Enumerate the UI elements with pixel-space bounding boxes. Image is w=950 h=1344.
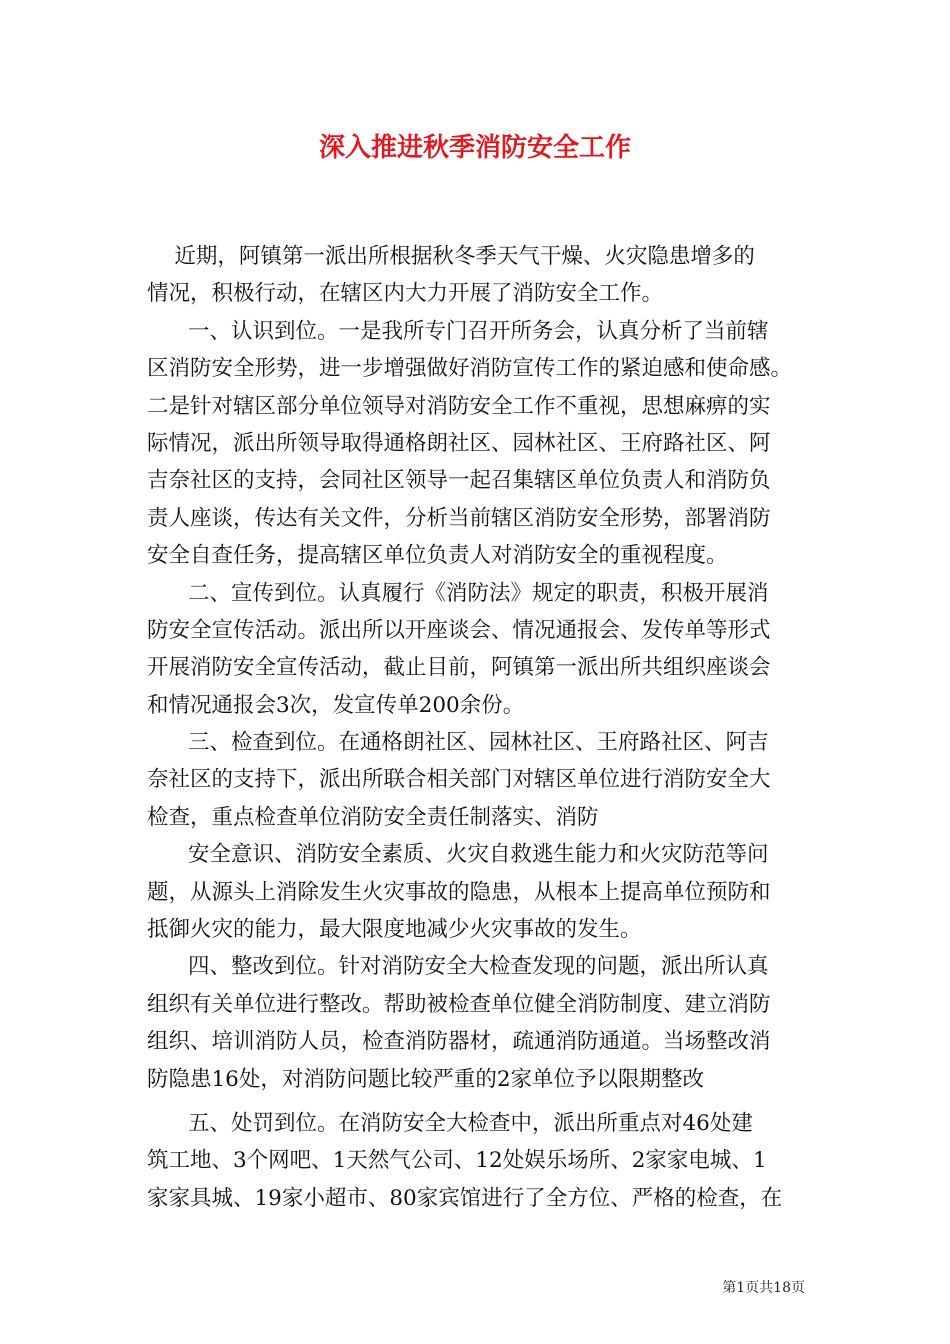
paragraph-section-5-line: 五、处罚到位。在消防安全大检查中，派出所重点对46处建 <box>147 1110 753 1136</box>
paragraph-section-3-line: 题，从源头上消除发生火灾事故的隐患，从根本上提高单位预防和 <box>147 879 771 905</box>
paragraph-section-3-line: 抵御火灾的能力，最大限度地减少火灾事故的发生。 <box>147 917 642 943</box>
paragraph-intro-line: 近期，阿镇第一派出所根据秋冬季天气干燥、火灾隐患增多的 <box>147 244 755 269</box>
paragraph-section-4-line: 四、整改到位。针对消防安全大检查发现的问题，派出所认真 <box>147 954 769 980</box>
paragraph-section-5-line: 家家具城、19家小超市、80家宾馆进行了全方位、严格的检查，在 <box>147 1185 783 1211</box>
paragraph-section-3-line: 奈社区的支持下，派出所联合相关部门对辖区单位进行消防安全大 <box>147 767 771 793</box>
paragraph-gap <box>147 1098 817 1105</box>
paragraph-section-4-line: 组织、培训消防人员，检查消防器材，疏通消防通道。当场整改消 <box>147 1029 771 1055</box>
paragraph-section-1-line: 责人座谈，传达有关文件，分析当前辖区消防安全形势，部署消防 <box>147 505 771 531</box>
paragraph-section-3-line: 三、检查到位。在通格朗社区、园林社区、王府路社区、阿吉 <box>147 730 769 756</box>
document-title: 深入推进秋季消防安全工作 <box>318 133 631 163</box>
paragraph-section-1-line: 际情况，派出所领导取得通格朗社区、园林社区、王府路社区、阿 <box>147 430 771 456</box>
paragraph-section-2-line: 二、宣传到位。认真履行《消防法》规定的职责，积极开展消 <box>147 580 769 606</box>
paragraph-section-1-line: 一、认识到位。一是我所专门召开所务会，认真分析了当前辖 <box>147 318 769 344</box>
paragraph-intro-line: 情况，积极行动，在辖区内大力开展了消防安全工作。 <box>147 281 664 307</box>
paragraph-section-4-line: 防隐患16处，对消防问题比较严重的2家单位予以限期整改 <box>147 1066 705 1092</box>
paragraph-section-4-line: 组织有关单位进行整改。帮助被检查单位健全消防制度、建立消防 <box>147 991 771 1017</box>
paragraph-section-1-line: 吉奈社区的支持，会同社区领导一起召集辖区单位负责人和消防负 <box>147 468 771 494</box>
paragraph-section-3-line: 检查，重点检查单位消防安全责任制落实、消防 <box>147 804 599 830</box>
paragraph-section-2-line: 开展消防安全宣传活动，截止目前，阿镇第一派出所共组织座谈会 <box>147 655 771 681</box>
paragraph-section-2-line: 防安全宣传活动。派出所以开座谈会、情况通报会、发传单等形式 <box>147 617 771 643</box>
paragraph-section-2-line: 和情况通报会3次，发宣传单200余份。 <box>147 692 525 718</box>
paragraph-section-3-line: 安全意识、消防安全素质、火灾自救逃生能力和火灾防范等问 <box>147 842 769 868</box>
document-body <box>147 238 817 1217</box>
page-number-footer: 第1页共18页 <box>722 1280 805 1296</box>
paragraph-section-1-line: 二是针对辖区部分单位领导对消防安全工作不重视，思想麻痹的实 <box>147 393 771 419</box>
paragraph-section-1-line: 区消防安全形势，进一步增强做好消防宣传工作的紧迫感和使命感。 <box>147 356 793 382</box>
paragraph-section-5-line: 筑工地、3个网吧、1天然气公司、12处娱乐场所、2家家电城、1 <box>147 1148 767 1174</box>
paragraph-section-1-line: 安全自查任务，提高辖区单位负责人对消防安全的重视程度。 <box>147 543 728 569</box>
